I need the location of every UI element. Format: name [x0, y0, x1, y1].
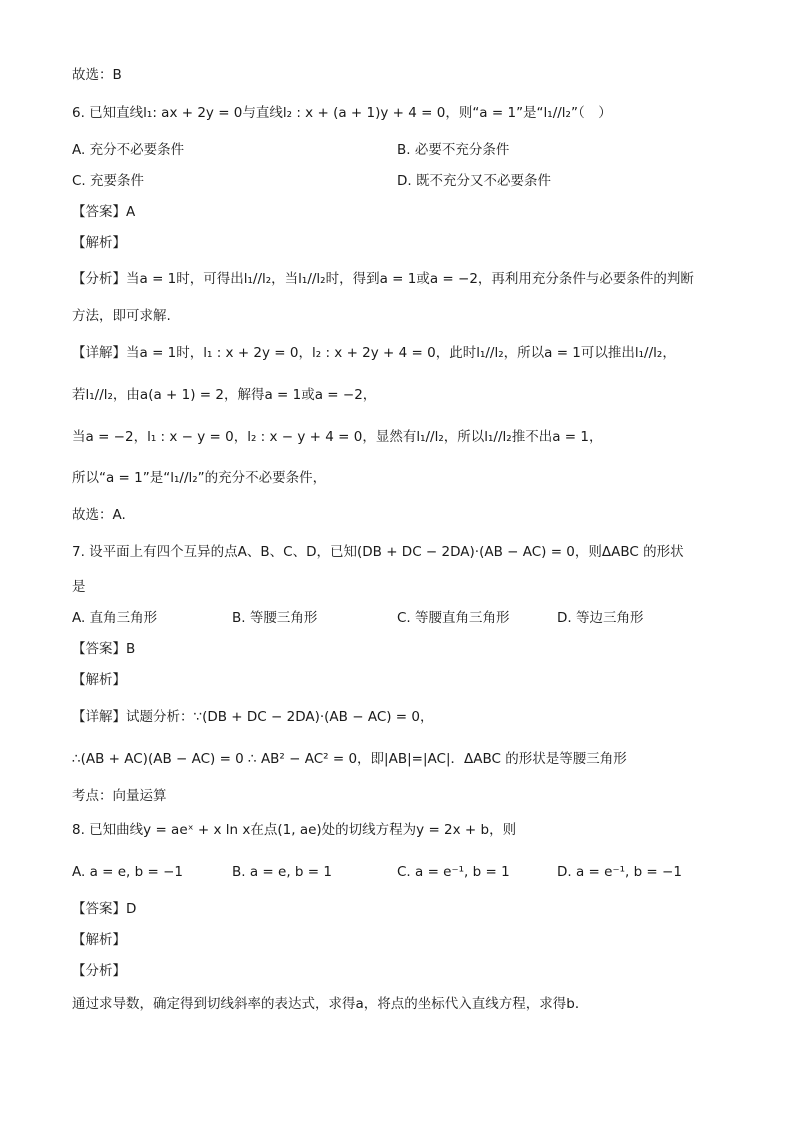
question-7-stem: 7. 设平面上有四个互异的点A、B、C、D，已知(DB + DC − 2DA)·(AB − AC) = 0，则ΔABC 的形状	[72, 544, 684, 560]
question-8-option-c: C. a = e⁻¹, b = 1	[397, 864, 510, 880]
q6-detail-line-1: 【详解】当a = 1时，l₁ : x + 2y = 0，l₂ : x + 2y + 4 = 0，此时l₁//l₂，所以a = 1可以推出l₁//l₂，	[72, 345, 676, 361]
question-7-option-b: B. 等腰三角形	[232, 610, 318, 626]
question-6-option-a: A. 充分不必要条件	[72, 142, 185, 158]
question-8-stem: 8. 已知曲线y = aeˣ + x ln x在点(1, ae)处的切线方程为y = 2x + b，则	[72, 822, 517, 838]
q7-detail-line-2: ∴(AB + AC)(AB − AC) = 0 ∴ AB² − AC² = 0，即|AB|=|AC|．ΔABC 的形状是等腰三角形	[72, 751, 627, 767]
q8-answer-label: 【答案】D	[72, 901, 137, 917]
q6-detail-line-2: 若l₁//l₂，由a(a + 1) = 2，解得a = 1或a = −2，	[72, 387, 377, 403]
question-8-option-b: B. a = e, b = 1	[232, 864, 332, 880]
q6-analysis-line-2: 方法，即可求解.	[72, 308, 171, 324]
q7-detail-line-1: 【详解】试题分析：∵(DB + DC − 2DA)·(AB − AC) = 0，	[72, 709, 434, 725]
q8-analysis-label: 【解析】	[72, 932, 126, 948]
q7-answer-label: 【答案】B	[72, 641, 136, 657]
q6-detail-line-3: 当a = −2，l₁ : x − y = 0，l₂ : x − y + 4 = 0，显然有l₁//l₂，所以l₁//l₂推不出a = 1，	[72, 429, 603, 445]
question-6-option-d: D. 既不充分又不必要条件	[397, 173, 551, 189]
question-7-option-d: D. 等边三角形	[557, 610, 644, 626]
question-6-option-b: B. 必要不充分条件	[397, 142, 510, 158]
q7-analysis-label: 【解析】	[72, 672, 126, 688]
q6-detail-line-4: 所以“a = 1”是“l₁//l₂”的充分不必要条件，	[72, 470, 327, 486]
question-8-option-a: A. a = e, b = −1	[72, 864, 183, 880]
q6-answer-label: 【答案】A	[72, 204, 136, 220]
question-7-option-c: C. 等腰直角三角形	[397, 610, 510, 626]
q6-analysis-line-1: 【分析】当a = 1时，可得出l₁//l₂，当l₁//l₂时，得到a = 1或a = −2，再利用充分条件与必要条件的判断	[72, 271, 694, 287]
q6-choice: 故选：A.	[72, 507, 126, 523]
question-6-option-c: C. 充要条件	[72, 173, 145, 189]
q6-analysis-label: 【解析】	[72, 235, 126, 251]
question-7-option-a: A. 直角三角形	[72, 610, 158, 626]
question-8-option-d: D. a = e⁻¹, b = −1	[557, 864, 682, 880]
q8-analysis-text: 通过求导数，确定得到切线斜率的表达式，求得a，将点的坐标代入直线方程，求得b．	[72, 996, 589, 1012]
question-7-stem-cont: 是	[72, 579, 86, 595]
question-6-stem: 6. 已知直线l₁: ax + 2y = 0与直线l₂ : x + (a + 1)y + 4 = 0，则“a = 1”是“l₁//l₂”（ ）	[72, 105, 612, 121]
line-answer-prev: 故选：B	[72, 67, 122, 83]
q8-analysis-sub: 【分析】	[72, 963, 126, 979]
q7-knowledge-point: 考点：向量运算	[72, 788, 167, 804]
